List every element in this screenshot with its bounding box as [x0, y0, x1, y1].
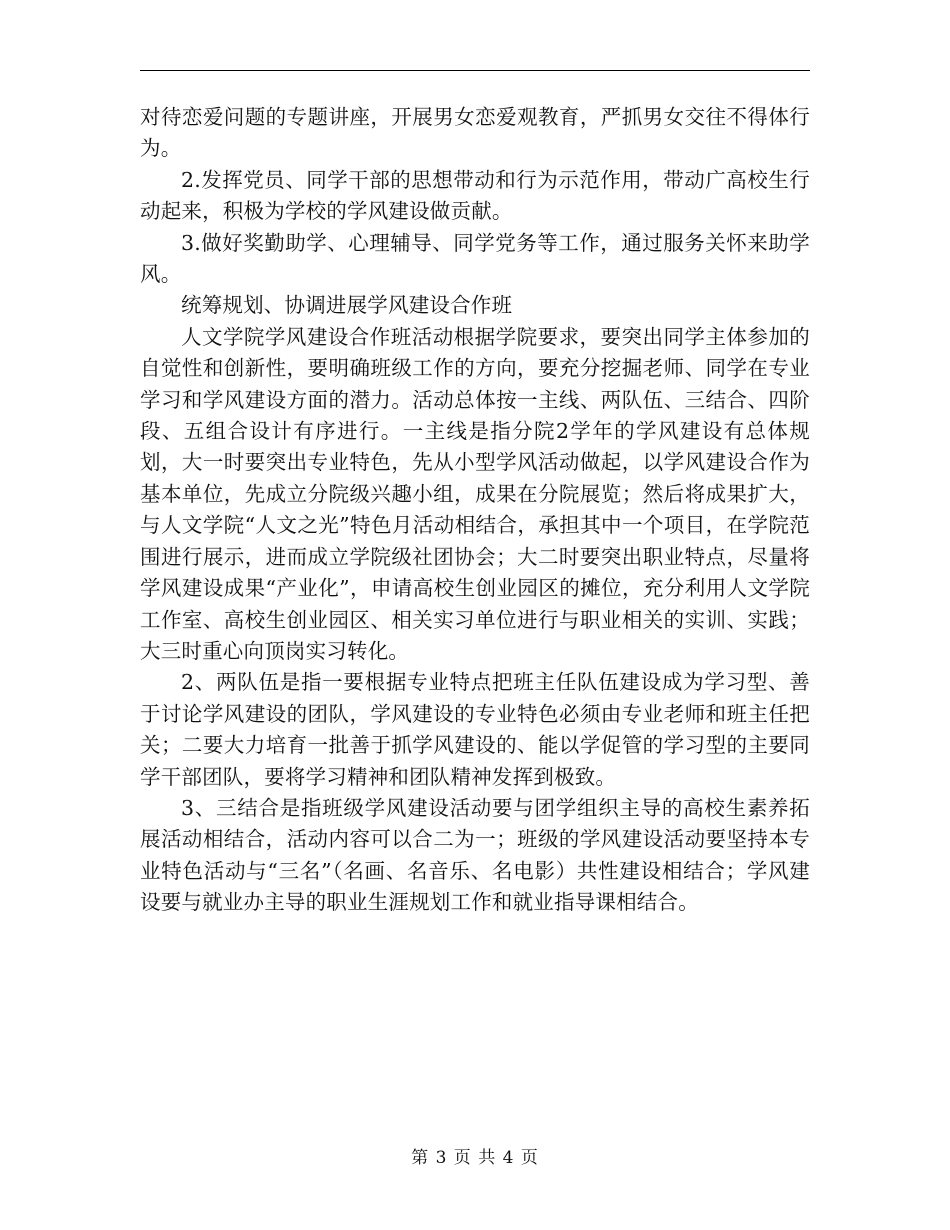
header-rule — [140, 70, 810, 71]
paragraph-6: 2、两队伍是指一要根据专业特点把班主任队伍建设成为学习型、善于讨论学风建设的团队，学风建设的专业特色必须由专业老师和班主任把关；二要大力培育一批善于抓学风建设的、能以学促管的学习型的主要同学干部团队，要将学习精神和团队精神发挥到极致。 — [140, 670, 810, 789]
paragraph-3: 3.做好奖勤助学、心理辅导、同学党务等工作，通过服务关怀来助学风。 — [140, 230, 810, 287]
paragraph-7: 3、三结合是指班级学风建设活动要与团学组织主导的高校生素养拓展活动相结合，活动内容可以合二为一；班级的学风建设活动要坚持本专业特色活动与“三名”（名画、名音乐、名电影）共性建设相结合；学风建设要与就业办主导的职业生涯规划工作和就业指导课相结合。 — [140, 795, 810, 915]
page-number-footer: 第 3 页 共 4 页 — [411, 1148, 539, 1168]
document-body — [140, 102, 810, 919]
section-heading: 统筹规划、协调进展学风建设合作班 — [181, 293, 513, 318]
paragraph-2: 2.发挥党员、同学干部的思想带动和行为示范作用，带动广高校生行动起来，积极为学校的学风建设做贡献。 — [140, 167, 810, 224]
paragraph-5: 人文学院学风建设合作班活动根据学院要求，要突出同学主体参加的自觉性和创新性，要明确班级工作的方向，要充分挖掘老师、同学在专业学习和学风建设方面的潜力。活动总体按一主线、两队伍、三结合、四阶段、五组合设计有序进行。一主线是指分院2学年的学风建设有总体规划，大一时要突出专业特色，先从小型学风活动做起，以学风建设合作为基本单位，先成立分院级兴趣小组，成果在分院展览；然后将成果扩大，与人文学院“人文之光”特色月活动相结合，承担其中一个项目，在学院范围进行展示，进而成立学院级社团协会；大二时要突出职业特点，尽量将学风建设成果“产业化”，申请高校生创业园区的摊位，充分利用人文学院工作室、高校生创业园区、相关实习单位进行与职业相关的实训、实践；大三时重心向顶岗实习转化。 — [140, 324, 810, 663]
paragraph-1: 对待恋爱问题的专题讲座，开展男女恋爱观教育，严抓男女交往不得体行为。 — [140, 105, 810, 161]
